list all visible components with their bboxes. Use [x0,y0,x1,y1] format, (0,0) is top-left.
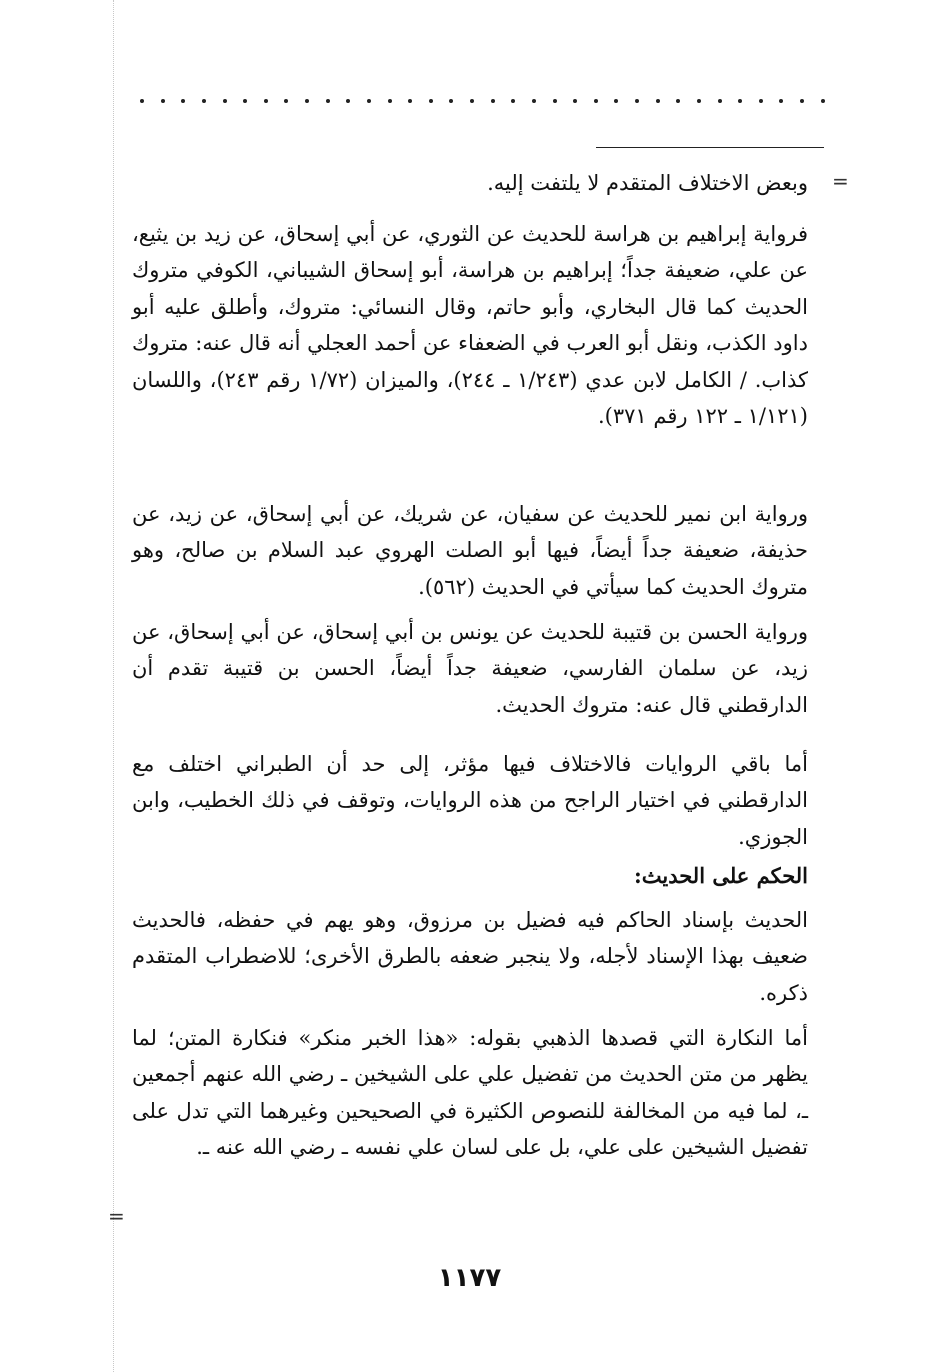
separator-dot [367,99,371,103]
separator-dot [181,99,185,103]
separator-dot [553,99,557,103]
main-paragraph-remaining-narrations: أما باقي الروايات فالاختلاف فيها مؤثر، إلى حد أن الطبراني اختلف مع الدارقطني في اختيار الراجح من هذه الروايات، وتوقف في ذلك الخطيب، وابن الجوزي. [132,752,808,849]
section-heading-ruling: الحكم على الحديث: [634,863,808,888]
separator-dot [429,99,433,103]
main-paragraph-nakara: أما النكارة التي قصدها الذهبي بقوله: «هذا الخبر منكر» فنكارة المتن؛ لما يظهر من متن الحديث من تفضيل علي على الشيخين ـ رضي الله عنهم أجمعين ـ، لما فيه من المخالفة للنصوص الكثيرة في الصحيحين وغيرهما التي تدل على تفضيل الشيخين على علي، بل على لسان علي نفسه ـ رضي الله عنه ـ. [132,1026,808,1160]
separator-dot [491,99,495,103]
dotted-separator [140,94,825,108]
footnote-paragraph-ibn-numayr: ورواية ابن نمير للحديث عن سفيان، عن شريك، عن أبي إسحاق، عن زيد، عن حذيفة، ضعيفة جداً أيضاً، فيها أبو الصلت الهروي عبد السلام بن صالح، وهو متروك الحديث كما سيأتي في الحديث (٥٦٢). [132,502,808,599]
footnote-rule [596,147,824,148]
footnote-paragraph-ibrahim: فرواية إبراهيم بن هراسة للحديث عن الثوري، عن أبي إسحاق، عن زيد بن يثيع، عن علي، ضعيفة جداً؛ إبراهيم بن هراسة، أبو إسحاق الشيباني، الكوفي متروك الحديث كما قال البخاري، وأبو حاتم، وقال النسائي: متروك، وأطلق عليه أبو داود الكذب، ونقل أبو العرب في الضعفاء عن أحمد العجلي أنه قال عنه: متروك كذاب. / الكامل لابن عدي (١/٢٤٣ ـ ٢٤٤)، والميزان (١/٧٢ رقم ٢٤٣)، واللسان (١/١٢١ ـ ١٢٢ رقم ٣٧١). [132,222,809,429]
separator-dot [594,99,598,103]
separator-dot [635,99,639,103]
separator-dot [140,99,144,103]
separator-dot [759,99,763,103]
separator-dot [264,99,268,103]
footnote-paragraph-hasan: ورواية الحسن بن قتيبة للحديث عن يونس بن أبي إسحاق، عن أبي إسحاق، عن زيد، عن سلمان الفارسي، ضعيفة جداً أيضاً، الحسن بن قتيبة تقدم أن الدارقطني قال عنه: متروك الحديث. [132,620,808,717]
separator-dot [821,99,825,103]
separator-dot [511,99,515,103]
footnote-intro: وبعض الاختلاف المتقدم لا يلتفت إليه. [487,171,808,195]
separator-dot [697,99,701,103]
separator-dot [408,99,412,103]
separator-dot [284,99,288,103]
separator-dot [676,99,680,103]
separator-dot [202,99,206,103]
separator-dot [388,99,392,103]
separator-dot [305,99,309,103]
separator-dot [738,99,742,103]
separator-dot [800,99,804,103]
separator-dot [470,99,474,103]
footnote-continuation-marker: = [832,169,849,193]
main-paragraph-ruling: الحديث بإسناد الحاكم فيه فضيل بن مرزوق، وهو يهم في حفظه، فالحديث ضعيف بهذا الإسناد لأجله، ولا ينجبر ضعفه بالطرق الأخرى؛ للاضطراب المتقدم ذكره. [132,908,808,1005]
separator-dot [326,99,330,103]
separator-dot [346,99,350,103]
separator-dot [614,99,618,103]
separator-dot [718,99,722,103]
page-number: ١١٧٧ [437,1263,502,1293]
separator-dot [573,99,577,103]
separator-dot [223,99,227,103]
separator-dot [532,99,536,103]
footnote-end-marker: = [108,1204,125,1228]
separator-dot [243,99,247,103]
binding-margin-line [113,0,114,1372]
separator-dot [161,99,165,103]
separator-dot [449,99,453,103]
separator-dot [779,99,783,103]
separator-dot [656,99,660,103]
